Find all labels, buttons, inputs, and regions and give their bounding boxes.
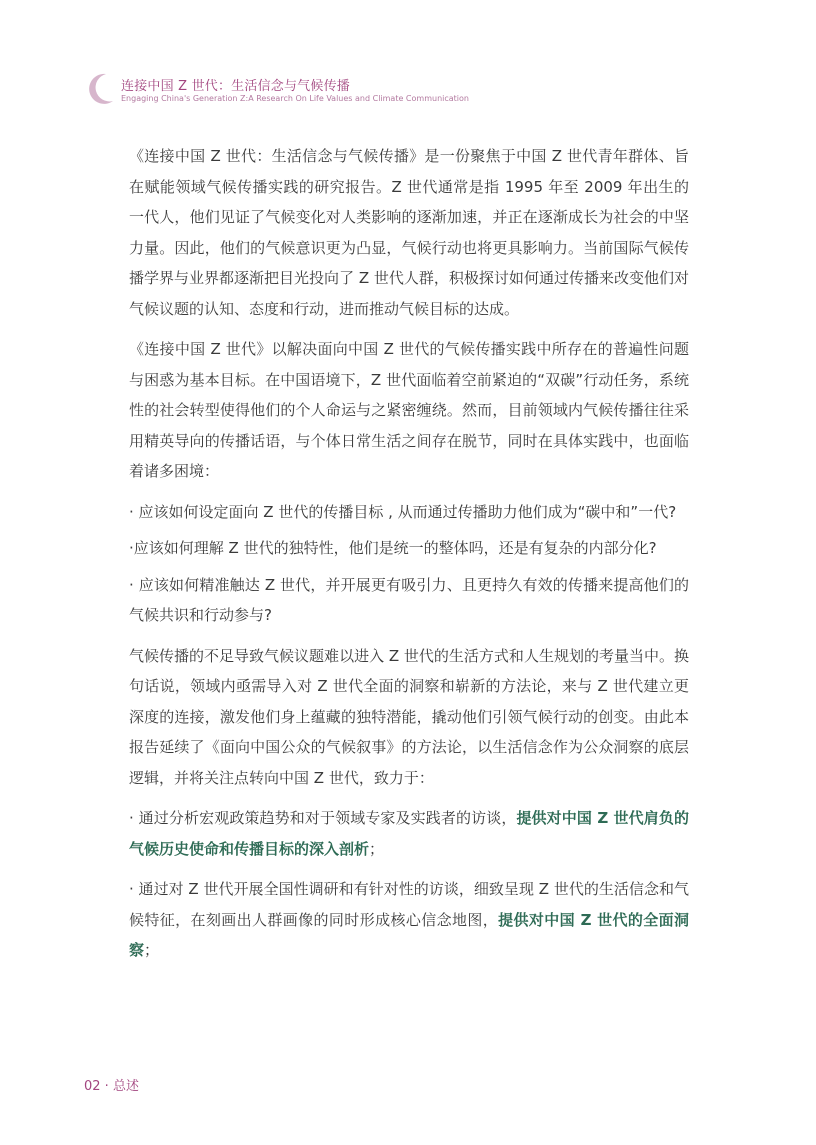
bullet-highlight: 提供对中国 Z 世代的全面洞察 [129, 910, 689, 959]
question-item: · 应该如何精准触达 Z 世代，并开展更有吸引力、且更持久有效的传播来提高他们的气候共识和行动参与? [129, 575, 689, 624]
bullet-text: · 通过分析宏观政策趋势和对于领域专家及实践者的访谈， [129, 809, 517, 827]
bullet-item [129, 874, 689, 966]
paragraph-method: 气候传播的不足导致气候议题难以进入 Z 世代的生活方式和人生规划的考量当中。换句话说，领域内亟需导入对 Z 世代全面的洞察和崭新的方法论，来与 Z 世代建立更深度的连接，激发他们身上蕴藏的独特潜能，撬动他们引领气候行动的创变。由此本报告延续了《面向中国公众的气候叙事》的方法论，以生活信念作为公众洞察的底层逻辑，并将关注点转向中国 Z 世代，致力于： [129, 646, 689, 787]
header-title-en: Engaging China's Generation Z:A Research On Life Values and Climate Communication [121, 94, 469, 103]
paragraph-intro: 《连接中国 Z 世代：生活信念与气候传播》是一份聚焦于中国 Z 世代青年群体、旨在赋能领域气候传播实践的研究报告。Z 世代通常是指 1995 年至 2009 年出生的一代人，他们见证了气候变化对人类影响的逐渐加速，并正在逐渐成长为社会的中坚力量。因此，他们的气候意识更为凸显，气候行动也将更具影响力。当前国际气候传播学界与业界都逐渐把目光投向了 Z 世代人群，积极探讨如何通过传播来改变他们对气候议题的认知、态度和行动，进而推动气候目标的达成。 [129, 147, 689, 318]
question-item: · 应该如何设定面向 Z 世代的传播目标 , 从而通过传播助力他们成为“碳中和”一代? [129, 502, 677, 521]
question-item: ·应该如何理解 Z 世代的独特性，他们是统一的整体吗，还是有复杂的内部分化? [129, 539, 657, 557]
bullet-highlight: 提供对中国 Z 世代肩负的气候历史使命和传播目标的深入剖析 [129, 809, 689, 858]
page-number-label: 02 · 总述 [84, 1079, 139, 1094]
bullet-text: · 通过对 Z 世代开展全国性调研和有针对性的访谈，细致呈现 Z 世代的生活信念和气候特征，在刻画出人群画像的同时形成核心信念地图， [129, 880, 689, 929]
crescent-logo-icon [84, 72, 116, 106]
paragraph-goal: 《连接中国 Z 世代》以解决面向中国 Z 世代的气候传播实践中所存在的普遍性问题与困惑为基本目标。在中国语境下，Z 世代面临着空前紧迫的“双碳”行动任务，系统性的社会转型使得他们的个人命运与之紧密缠绕。然而，目前领域内气候传播往往采用精英导向的传播话语，与个体日常生活之间存在脱节，同时在具体实践中，也面临着诸多困境： [129, 340, 689, 480]
header-title-zh: 连接中国 Z 世代：生活信念与气候传播 [121, 79, 350, 94]
page-header [84, 72, 684, 112]
bullet-item [129, 803, 689, 864]
main-content [129, 141, 689, 976]
bullet-end: ； [144, 941, 160, 959]
bullet-end: ； [369, 839, 385, 858]
